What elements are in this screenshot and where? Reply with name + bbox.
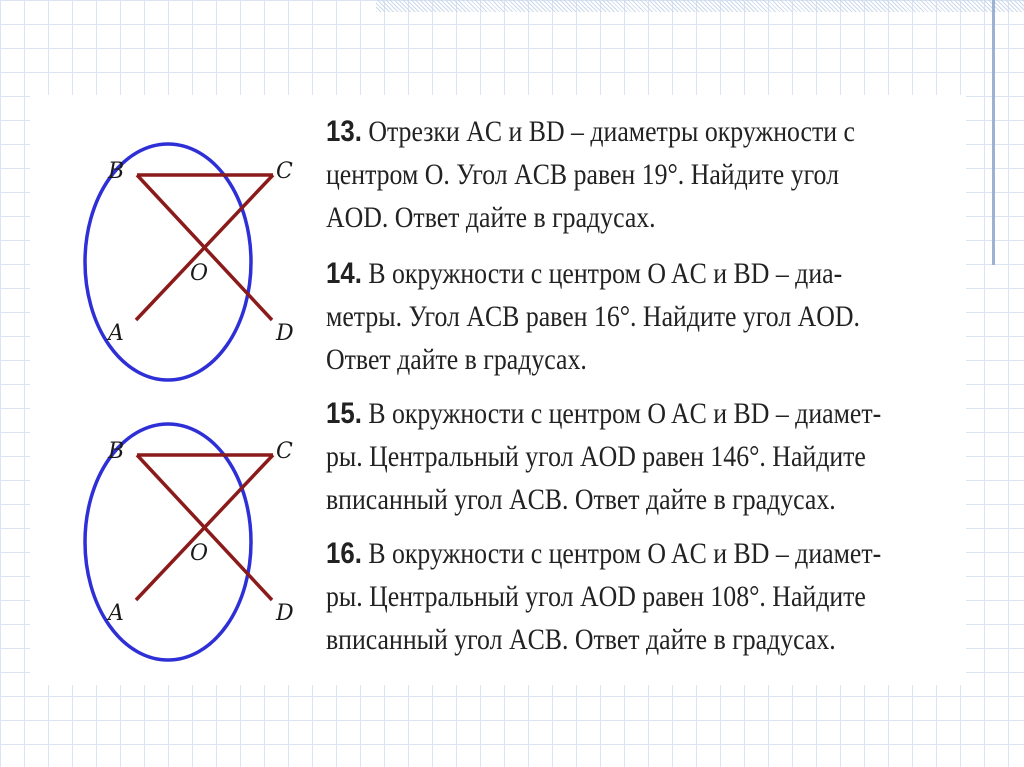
label-c: C xyxy=(276,159,293,184)
problem-text-line: ры. Центральный угол AOD равен 146°. Найдите xyxy=(326,440,866,473)
problem-text-line: вписанный угол ACB. Ответ дайте в градусах. xyxy=(326,623,836,656)
problem-14 xyxy=(326,252,941,381)
problem-number: 16. xyxy=(326,537,362,570)
problem-text-line: В окружности с центром O AC и BD – диамет- xyxy=(368,537,882,570)
label-b: B xyxy=(108,159,125,184)
slide-content xyxy=(30,95,966,685)
label-b: B xyxy=(108,439,125,464)
top-decoration xyxy=(376,0,1024,12)
right-accent-line xyxy=(992,0,995,265)
problem-number: 15. xyxy=(326,397,362,430)
circle-diagram-1 xyxy=(70,130,294,395)
label-o: O xyxy=(190,261,209,286)
problem-text-line: метры. Угол ACB равен 16°. Найдите угол AOD. xyxy=(326,300,861,333)
problem-16 xyxy=(326,532,941,661)
label-d: D xyxy=(276,601,294,626)
problem-number: 13. xyxy=(326,115,362,148)
problem-text-line: В окружности с центром O AC и BD – диамет- xyxy=(368,397,882,430)
label-a: A xyxy=(108,321,124,346)
problem-text-line: вписанный угол ACB. Ответ дайте в градусах. xyxy=(326,483,836,516)
circle-diagram-2 xyxy=(70,410,294,675)
problem-number: 14. xyxy=(326,257,362,290)
label-a: A xyxy=(108,601,124,626)
problem-15 xyxy=(326,392,941,521)
label-d: D xyxy=(276,321,294,346)
problem-text-line: Ответ дайте в градусах. xyxy=(326,343,587,376)
problem-13 xyxy=(326,110,941,239)
label-o: O xyxy=(190,541,209,566)
circle-figure-2 xyxy=(70,410,294,675)
circle-figure-1 xyxy=(70,130,294,395)
problem-text-line: AOD. Ответ дайте в градусах. xyxy=(326,201,656,234)
problem-text-line: В окружности с центром O AC и BD – диа- xyxy=(368,257,843,290)
problem-text-line: Отрезки AC и BD – диаметры окружности с xyxy=(368,115,855,148)
problem-text-line: центром O. Угол ACB равен 19°. Найдите угол xyxy=(326,158,839,191)
problem-text-line: ры. Центральный угол AOD равен 108°. Найдите xyxy=(326,580,866,613)
label-c: C xyxy=(276,439,293,464)
